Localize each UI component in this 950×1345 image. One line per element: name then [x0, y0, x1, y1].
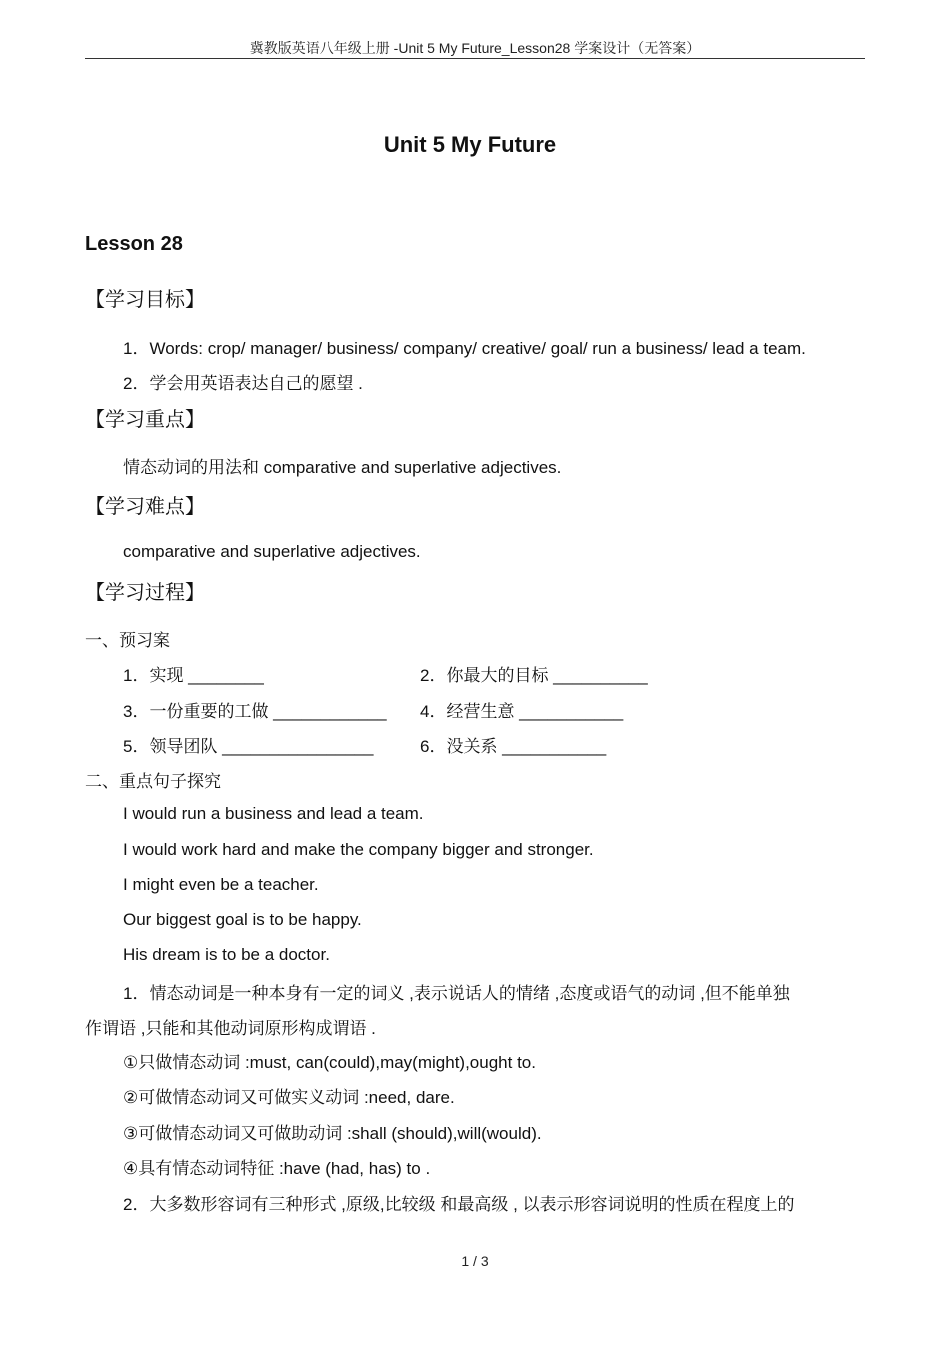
modal-bullet: ②可做情态动词又可做实义动词 :need, dare. [123, 1088, 455, 1107]
note-paragraph-1-cont: 作谓语 ,只能和其他动词原形构成谓语 . [85, 1019, 376, 1038]
page-number: 1 / 3 [461, 1253, 489, 1269]
key-points-text: 情态动词的用法和 comparative and superlative adjectives. [123, 458, 562, 477]
process-heading: 【学习过程】 [85, 582, 205, 604]
unit-title: Unit 5 My Future [383, 132, 557, 157]
objectives-heading: 【学习目标】 [85, 289, 205, 311]
difficulties-heading: 【学习难点】 [85, 496, 205, 518]
preview-item: 5．领导团队 ________________ [123, 737, 374, 756]
header-divider [85, 58, 865, 59]
objective-item: 2．学会用英语表达自己的愿望 . [123, 374, 363, 393]
sentence-line: His dream is to be a doctor. [123, 945, 330, 964]
preview-item: 1．实现 ________ [123, 666, 264, 685]
objective-item: 1．Words: crop/ manager/ business/ company/ creative/ goal/ run a business/ lead a team. [123, 339, 806, 358]
page-header: 冀教版英语八年级上册 -Unit 5 My Future_Lesson28 学案设计（无答案） [249, 40, 701, 56]
sentence-line: I would run a business and lead a team. [123, 804, 424, 823]
key-points-heading: 【学习重点】 [85, 409, 205, 431]
lesson-title: Lesson 28 [85, 233, 183, 255]
sentence-line: I would work hard and make the company bigger and stronger. [123, 840, 594, 859]
note-paragraph-2: 2．大多数形容词有三种形式 ,原级,比较级 和最高级 , 以表示形容词说明的性质在程度上的 [123, 1195, 795, 1214]
preview-item: 2．你最大的目标 __________ [420, 666, 648, 685]
preview-title: 一、预习案 [85, 631, 170, 650]
preview-item: 3．一份重要的工做 ____________ [123, 702, 387, 721]
sentences-title: 二、重点句子探究 [85, 772, 221, 791]
modal-bullet: ④具有情态动词特征 :have (had, has) to . [123, 1159, 431, 1178]
sentence-line: I might even be a teacher. [123, 875, 319, 894]
difficulties-text: comparative and superlative adjectives. [123, 542, 421, 561]
modal-bullet: ①只做情态动词 :must, can(could),may(might),ought to. [123, 1053, 536, 1072]
preview-item: 4．经营生意 ___________ [420, 702, 624, 721]
preview-item: 6．没关系 ___________ [420, 737, 607, 756]
sentence-line: Our biggest goal is to be happy. [123, 910, 362, 929]
modal-bullet: ③可做情态动词又可做助动词 :shall (should),will(would). [123, 1124, 542, 1143]
note-paragraph-1: 1．情态动词是一种本身有一定的词义 ,表示说话人的情绪 ,态度或语气的动词 ,但不能单独 [123, 984, 790, 1003]
